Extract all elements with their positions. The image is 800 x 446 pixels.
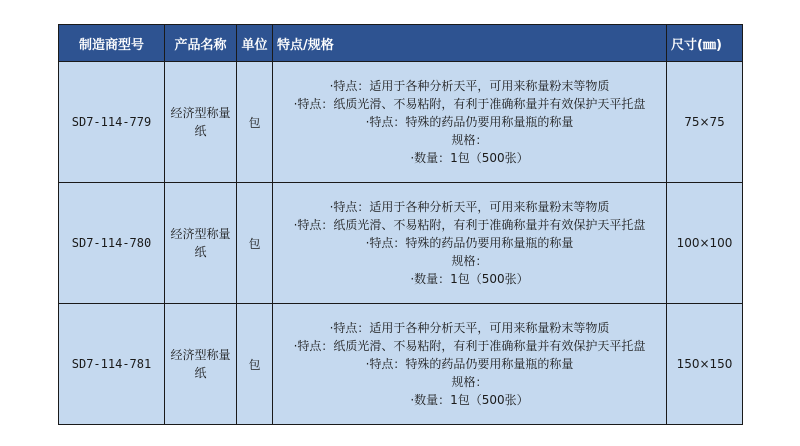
product-name-cell: 经济型称量纸	[165, 62, 237, 183]
features-cell	[273, 183, 667, 304]
header-unit: 单位	[237, 25, 273, 62]
model-cell: SD7-114-779	[59, 62, 165, 183]
unit-cell: 包	[237, 304, 273, 425]
header-features: 特点/规格	[273, 25, 667, 62]
unit-cell: 包	[237, 183, 273, 304]
spec-label: 规格：	[451, 254, 488, 268]
quantity-line: ·数量：1包（500张）	[410, 151, 529, 165]
product-spec-table	[58, 24, 743, 425]
product-name-cell: 经济型称量纸	[165, 183, 237, 304]
feature-line: ·特点：特殊的药品仍要用称量瓶的称量	[365, 115, 574, 129]
features-cell	[273, 304, 667, 425]
feature-line: ·特点：适用于各种分析天平，可用来称量粉末等物质	[329, 200, 610, 214]
spec-label: 规格：	[451, 133, 488, 147]
size-cell: 150×150	[667, 304, 743, 425]
table-row	[59, 62, 743, 183]
size-cell: 75×75	[667, 62, 743, 183]
feature-line: ·特点：适用于各种分析天平，可用来称量粉末等物质	[329, 321, 610, 335]
model-cell: SD7-114-780	[59, 183, 165, 304]
feature-line: ·特点：特殊的药品仍要用称量瓶的称量	[365, 236, 574, 250]
header-size: 尺寸(㎜)	[667, 25, 743, 62]
quantity-line: ·数量：1包（500张）	[410, 393, 529, 407]
feature-line: ·特点：纸质光滑、不易粘附，有利于准确称量并有效保护天平托盘	[293, 218, 646, 232]
header-model: 制造商型号	[59, 25, 165, 62]
spec-label: 规格：	[451, 375, 488, 389]
header-row	[59, 25, 743, 62]
feature-line: ·特点：特殊的药品仍要用称量瓶的称量	[365, 357, 574, 371]
feature-line: ·特点：纸质光滑、不易粘附，有利于准确称量并有效保护天平托盘	[293, 97, 646, 111]
feature-line: ·特点：适用于各种分析天平，可用来称量粉末等物质	[329, 79, 610, 93]
header-name: 产品名称	[165, 25, 237, 62]
product-name-cell: 经济型称量纸	[165, 304, 237, 425]
feature-line: ·特点：纸质光滑、不易粘附，有利于准确称量并有效保护天平托盘	[293, 339, 646, 353]
table-row	[59, 304, 743, 425]
unit-cell: 包	[237, 62, 273, 183]
model-cell: SD7-114-781	[59, 304, 165, 425]
quantity-line: ·数量：1包（500张）	[410, 272, 529, 286]
size-cell: 100×100	[667, 183, 743, 304]
features-cell	[273, 62, 667, 183]
table-row	[59, 183, 743, 304]
